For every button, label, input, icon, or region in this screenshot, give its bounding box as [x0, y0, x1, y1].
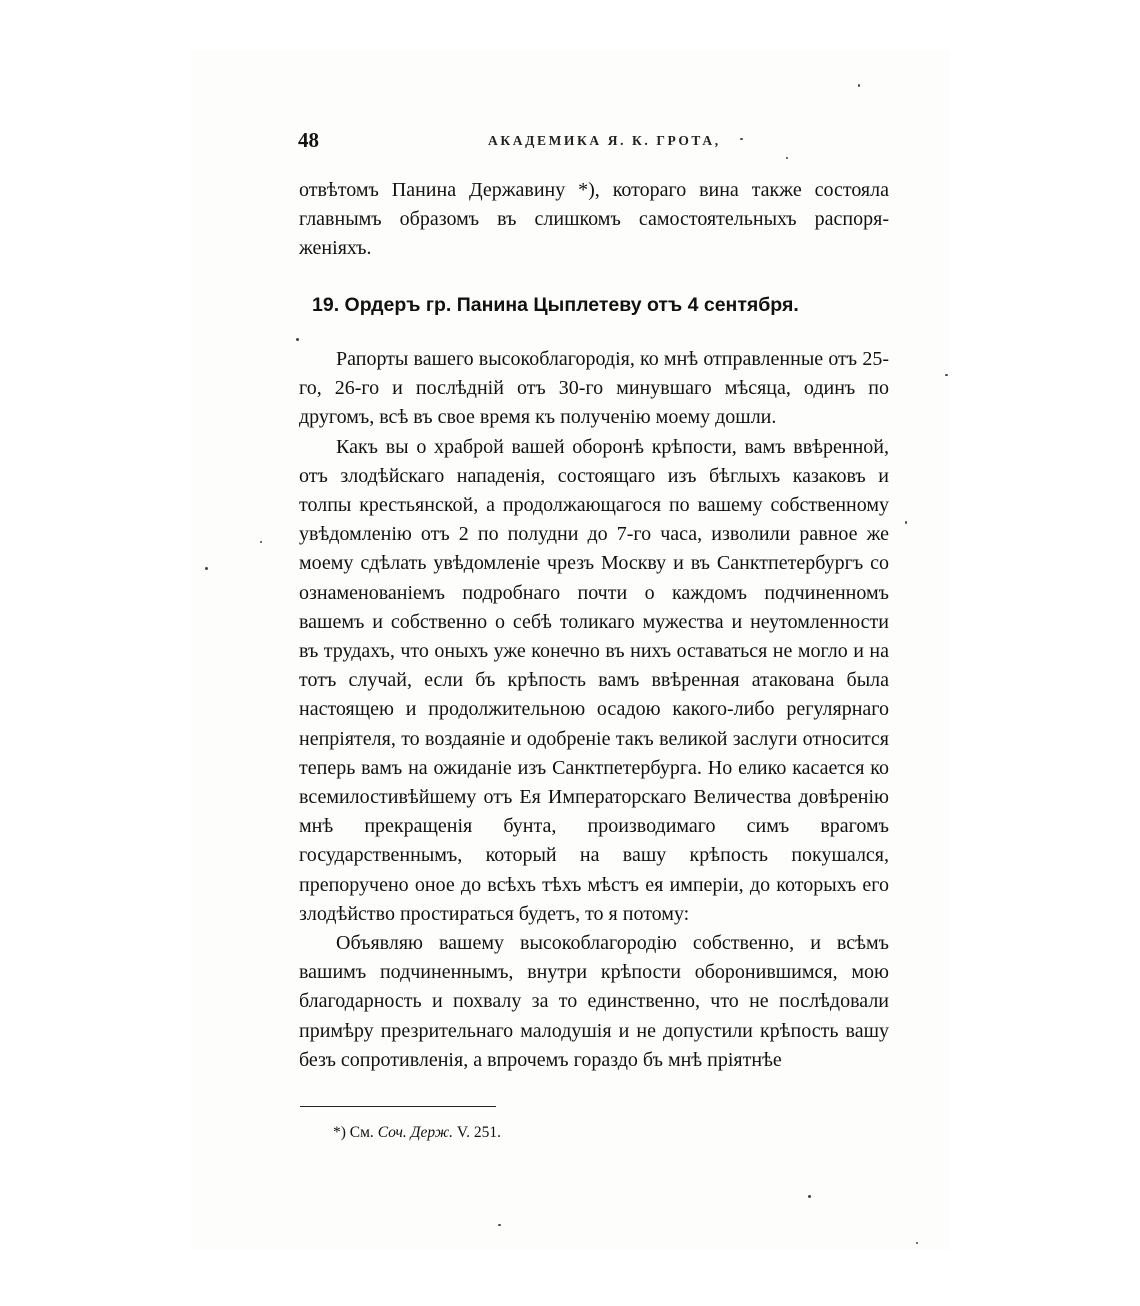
- scan-speck: [808, 1195, 811, 1198]
- scan-speck: [786, 157, 788, 159]
- continuation-paragraph: отвѣтомъ Панина Державину *), котораго вина также состояла главнымъ образомъ въ слишкомъ самостоятельныхъ распоряженіяхъ.: [299, 179, 889, 260]
- footnote: [333, 1124, 501, 1142]
- running-title: АКАДЕМИКА Я. К. ГРОТА,: [488, 133, 721, 148]
- continuation-block: [299, 176, 889, 264]
- page-number: 48: [298, 128, 319, 152]
- scan-speck: [740, 138, 743, 140]
- scan-speck: [905, 521, 907, 524]
- paragraph-1: Рапорты вашего высокоблагородія, ко мнѣ отправленные отъ 25-го, 26-го и послѣдній отъ 30-го минувшаго мѣсяца, одинъ по другомъ, всѣ въ свое время къ полученію моему дошли.: [299, 348, 889, 429]
- scan-speck: [260, 541, 262, 543]
- footnote-rule: [300, 1106, 496, 1107]
- scan-speck: [296, 338, 299, 341]
- footnote-source: Соч. Держ.: [377, 1124, 454, 1141]
- main-text: [299, 345, 889, 1075]
- scan-speck: [945, 374, 948, 376]
- scan-speck: [858, 84, 860, 87]
- paragraph-3: Объявляю вашему высокоблагородію собственно, и всѣмъ вашимъ подчиненнымъ, внутри крѣпости оборонившимся, мою благодарность и похвалу за то единственно, что не послѣдовали примѣру презрительнаго малодушія и не допустили крѣпость вашу безъ сопротивленія, а впрочемъ гораздо бъ мнѣ пріятнѣе: [299, 932, 889, 1071]
- scan-speck: [916, 1242, 918, 1244]
- scan-speck: [205, 567, 208, 570]
- footnote-marker: *) См.: [333, 1124, 374, 1141]
- scan-speck: [498, 1224, 501, 1226]
- footnote-ref: V. 251.: [456, 1124, 501, 1141]
- paragraph-2: Какъ вы о храброй вашей оборонѣ крѣпости, вамъ ввѣренной, отъ злодѣйскаго нападенія, состоящаго изъ бѣглыхъ казаковъ и толпы крестьянской, а продолжающагося по вашему собственному увѣдомленію отъ 2 по полудни до 7-го часа, изволили равное же моему сдѣлать увѣдомленіе чрезъ Москву и въ Санктпетербургъ со ознаменованіемъ подробнаго почти о каждомъ подчиненномъ вашемъ и собственно о себѣ толикаго мужества и неутомленности въ трудахъ, что оныхъ уже конечно въ нихъ оставаться не могло и на тотъ случай, если бъ крѣпость вамъ ввѣренная атакована была настоящею и продолжительною осадою какого-либо регулярнаго непріятеля, то воздаяніе и одобреніе такъ великой заслуги относится теперь вамъ на ожиданіе изъ Санктпетербурга. Но елико касается ко всемилостивѣйшему отъ Ея Императорскаго Величества довѣренію мнѣ прекращенія бунта, производимаго симъ врагомъ государственнымъ, который на вашу крѣпость покушался, препоручено оное до всѣхъ тѣхъ мѣстъ ея имперіи, до которыхъ его злодѣйство простираться будетъ, то я потому:: [299, 435, 889, 925]
- section-heading: 19. Ордеръ гр. Панина Цыплетеву отъ 4 сентября.: [312, 294, 799, 316]
